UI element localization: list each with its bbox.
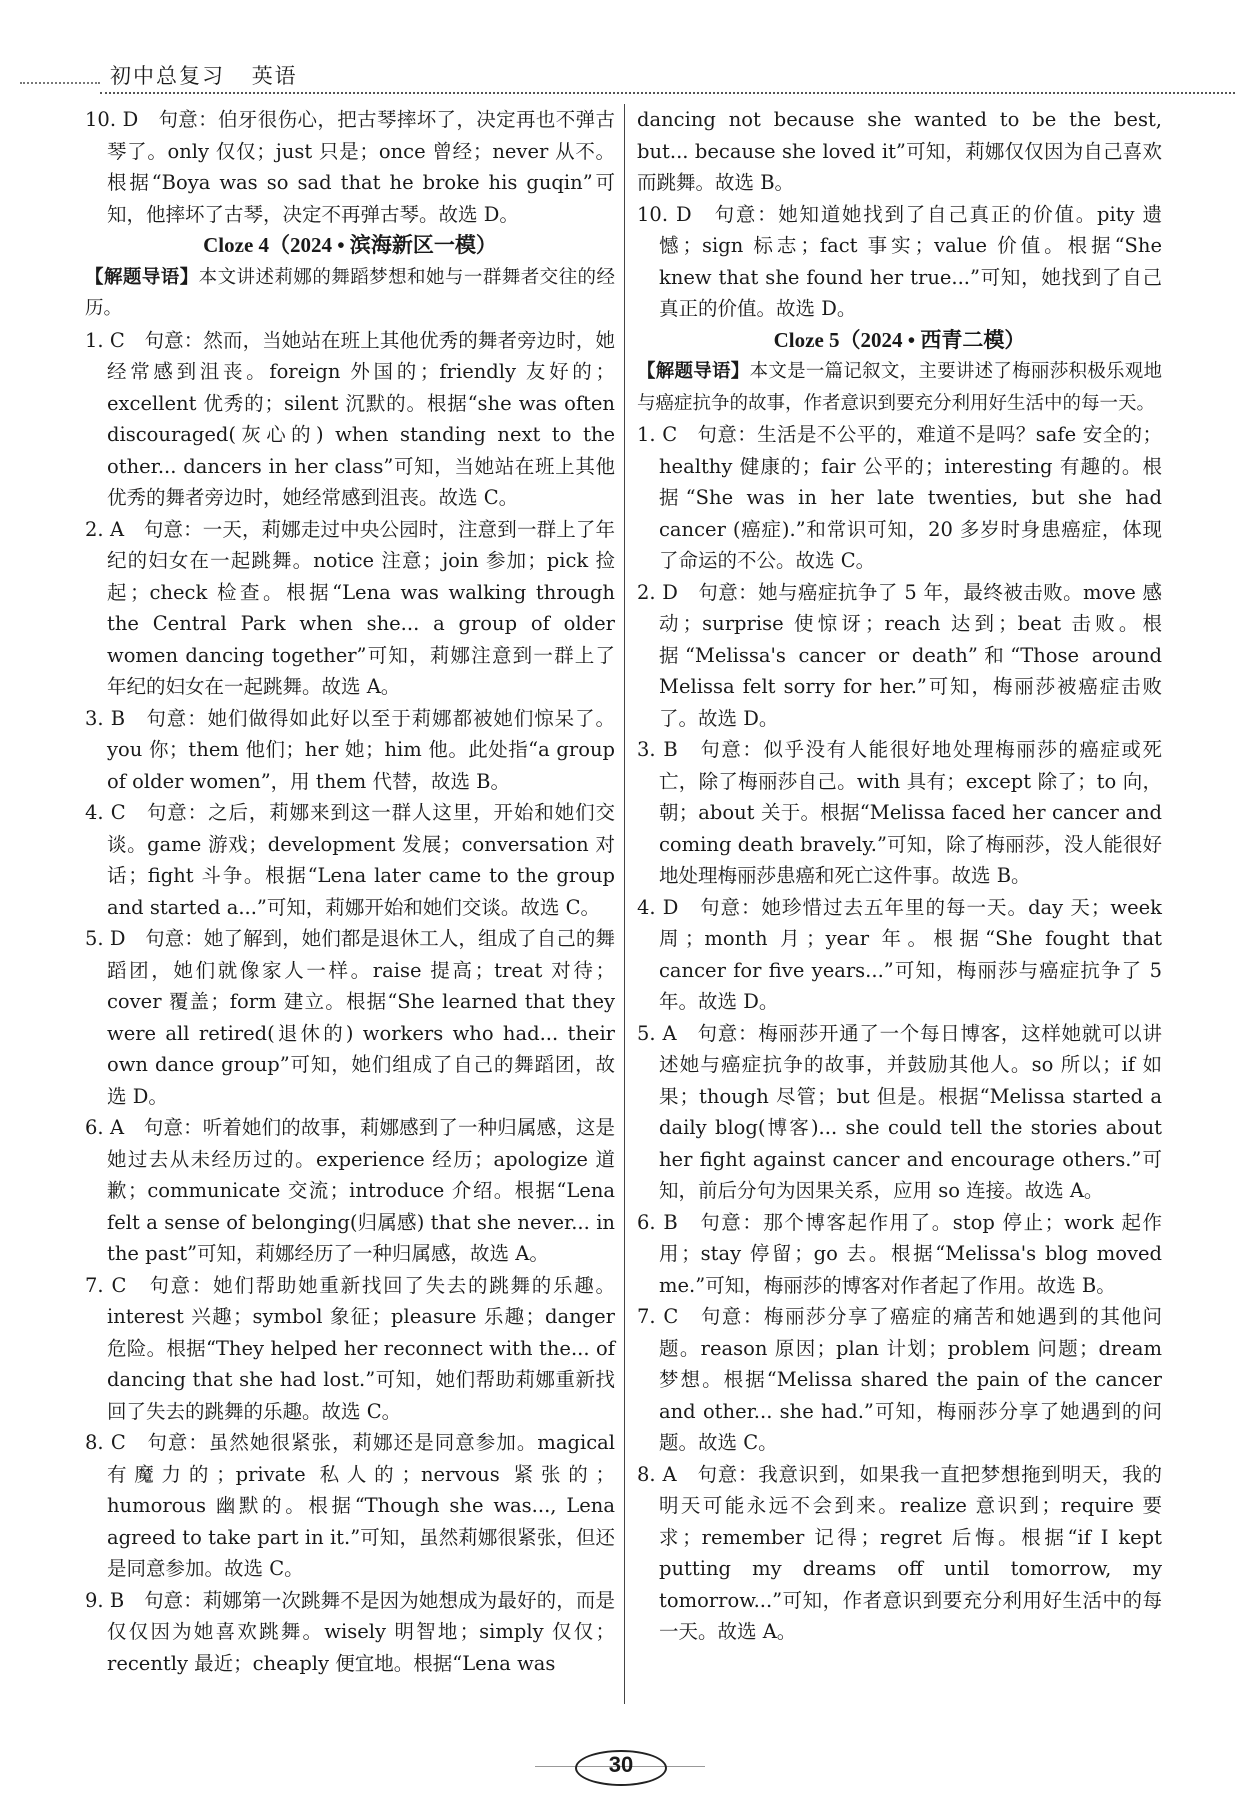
- header-decoration: [20, 82, 100, 90]
- answer-item: 6. B 句意：那个博客起作用了。stop 停止；work 起作用；stay 停留；go 去。根据“Melissa's blog moved me.”可知，梅丽莎的博客对作者起了作用。故选 B。: [637, 1210, 1162, 1297]
- guide-text: 本文是一篇记叙文，主要讲述了梅丽莎积极乐观地与癌症抗争的故事，作者意识到要充分利用好生活中的每一天。: [637, 361, 1162, 414]
- answer-item-continued: dancing not because she wanted to be the best, but... because she loved it”可知，莉娜仅仅因为自己喜欢而跳舞。故选 B。: [637, 108, 1162, 194]
- answer-item: 7. C 句意：梅丽莎分享了癌症的痛苦和她遇到的其他问题。reason 原因；plan 计划；problem 问题；dream 梦想。根据“Melissa shared the pain of the cancer and other... she had.”可知，梅丽莎分享了她遇到的问题。故选 C。: [637, 1305, 1162, 1454]
- page-footer: [575, 1750, 665, 1784]
- answer-item: 4. C 句意：之后，莉娜来到这一群人这里，开始和她们交谈。game 游戏；development 发展；conversation 对话；fight 斗争。根据“Lena later came to the group and started a...”可知，莉娜开始和她们交谈。故选 C。: [85, 801, 615, 919]
- book-title: 初中总复习: [110, 64, 225, 88]
- header-rule: [100, 92, 1235, 94]
- guide-label: 【解题导语】: [85, 266, 199, 288]
- left-column: [85, 104, 615, 1679]
- answer-item: 5. D 句意：她了解到，她们都是退休工人，组成了自己的舞蹈团，她们就像家人一样。raise 提高；treat 对待；cover 覆盖；form 建立。根据“She learned that they were all retired(退休的) workers who had... their own dance group”可知，她们组成了自己的舞蹈团，故选 D。: [85, 927, 615, 1108]
- answer-item: 10. D 句意：伯牙很伤心，把古琴摔坏了，决定再也不弹古琴了。only 仅仅；just 只是；once 曾经；never 从不。根据“Boya was so sad that he broke his guqin”可知，他摔坏了古琴，决定不再弹古琴。故选 D。: [85, 108, 615, 226]
- answer-item: 8. C 句意：虽然她很紧张，莉娜还是同意参加。magical 有魔力的；private 私人的；nervous 紧张的；humorous 幽默的。根据“Though she was..., Lena agreed to take part in it.”可知，虽然莉娜很紧张，但还是同意参加。故选 C。: [85, 1431, 615, 1580]
- subject-title: 英语: [251, 64, 298, 88]
- cloze4-title: Cloze 4（2024 • 滨海新区一模）: [203, 233, 497, 257]
- right-column: [637, 104, 1162, 1648]
- answer-item: 1. C 句意：生活是不公平的，难道不是吗？safe 安全的；healthy 健康的；fair 公平的；interesting 有趣的。根据“She was in her late twenties, but she had cancer (癌症).”和常识可知，20 多岁时身患癌症，体现了命运的不公。故选 C。: [637, 423, 1162, 572]
- answer-item: 1. C 句意：然而，当她站在班上其他优秀的舞者旁边时，她经常感到沮丧。foreign 外国的；friendly 友好的；excellent 优秀的；silent 沉默的。根据“she was often discouraged(灰心的) when standing next to the other... dancers in her class”可知，当她站在班上其他优秀的舞者旁边时，她经常感到沮丧。故选 C。: [85, 328, 615, 509]
- guide-text: 本文讲述莉娜的舞蹈梦想和她与一群舞者交往的经历。: [85, 266, 615, 319]
- guide-label: 【解题导语】: [637, 361, 750, 382]
- page-number: 30: [608, 1752, 634, 1777]
- cloze5-guide: [637, 356, 1162, 419]
- column-divider: [624, 104, 625, 1704]
- cloze5-title: Cloze 5（2024 • 西青二模）: [773, 327, 1026, 352]
- answer-item: 2. A 句意：一天，莉娜走过中央公园时，注意到一群上了年纪的妇女在一起跳舞。notice 注意；join 参加；pick 捡起；check 检查。根据“Lena was walking through the Central Park when she... a group of older women dancing together”可知，莉娜注意到一群上了年纪的妇女在一起跳舞。故选 A。: [85, 517, 615, 698]
- answer-item: 6. A 句意：听着她们的故事，莉娜感到了一种归属感，这是她过去从未经历过的。experience 经历；apologize 道歉；communicate 交流；introduce 介绍。根据“Lena felt a sense of belonging(归属感) that she never... in the past”可知，莉娜经历了一种归属感，故选 A。: [85, 1116, 615, 1265]
- answer-item: 3. B 句意：似乎没有人能很好地处理梅丽莎的癌症或死亡，除了梅丽莎自己。with 具有；except 除了；to 向，朝；about 关于。根据“Melissa faced her cancer and coming death bravely.”可知，除了梅丽莎，没人能很好地处理梅丽莎患癌和死亡这件事。故选 B。: [637, 738, 1162, 887]
- header-title: [110, 60, 316, 90]
- page-header: [20, 52, 1235, 96]
- answer-item: 8. A 句意：我意识到，如果我一直把梦想拖到明天，我的明天可能永远不会到来。realize 意识到；require 要求；remember 记得；regret 后悔。根据“if I kept putting my dreams off until tomorrow, my tomorrow...”可知，作者意识到要充分利用好生活中的每一天。故选 A。: [637, 1462, 1162, 1643]
- cloze4-guide: [85, 262, 615, 325]
- answer-item: 10. D 句意：她知道她找到了自己真正的价值。pity 遗憾；sign 标志；fact 事实；value 价值。根据“She knew that she found her true...”可知，她找到了自己真正的价值。故选 D。: [637, 202, 1162, 320]
- answer-item: 2. D 句意：她与癌症抗争了 5 年，最终被击败。move 感动；surprise 使惊讶；reach 达到；beat 击败。根据“Melissa's cancer or death”和“Those around Melissa felt sorry for her.”可知，梅丽莎被癌症击败了。故选 D。: [637, 580, 1162, 730]
- answer-item: 7. C 句意：她们帮助她重新找回了失去的跳舞的乐趣。interest 兴趣；symbol 象征；pleasure 乐趣；danger 危险。根据“They helped her reconnect with the... of dancing that she had lost.”可知，她们帮助莉娜重新找回了失去的跳舞的乐趣。故选 C。: [85, 1273, 615, 1423]
- answer-item: 9. B 句意：莉娜第一次跳舞不是因为她想成为最好的，而是仅仅因为她喜欢跳舞。wisely 明智地；simply 仅仅；recently 最近；cheaply 便宜地。根据“Lena was: [85, 1588, 615, 1675]
- answer-item: 3. B 句意：她们做得如此好以至于莉娜都被她们惊呆了。you 你；them 他们；her 她；him 他。此处指“a group of older women”，用 them 代替，故选 B。: [85, 706, 615, 793]
- answer-item: 5. A 句意：梅丽莎开通了一个每日博客，这样她就可以讲述她与癌症抗争的故事，并鼓励其他人。so 所以；if 如果；though 尽管；but 但是。根据“Melissa started a daily blog(博客)... she could tell the stories about her fight against cancer and encourage others.”可知，前后分句为因果关系，应用 so 连接。故选 A。: [637, 1021, 1162, 1202]
- answer-item: 4. D 句意：她珍惜过去五年里的每一天。day 天；week 周；month 月；year 年。根据“She fought that cancer for five years...”可知，梅丽莎与癌症抗争了 5 年。故选 D。: [637, 895, 1162, 1013]
